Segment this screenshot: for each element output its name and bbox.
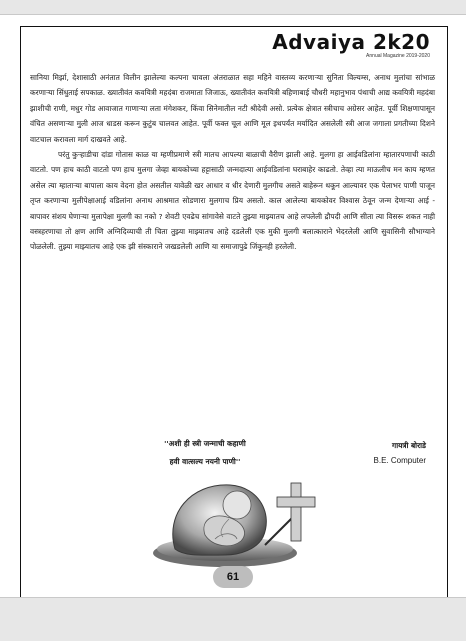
quote-line-2: हवी वात्सल्य नयनी पाणी'' xyxy=(169,457,241,466)
author-name: गायत्री बोराडे xyxy=(392,441,426,450)
page-number: 61 xyxy=(226,571,240,583)
top-margin-band xyxy=(0,0,466,15)
cross-vertical xyxy=(291,483,301,541)
article-paragraph-2: परंतु कुऱ्हाडीचा दांडा गोतास काळ या म्हणीप्रमाणे स्त्री मातच आपल्या बाळाची वैरीण झाली आहे. मुलगा हा आईवडिलांना म्हातारपणाची काठी वाटतो. पण हाच काठी वाटतो पण हाच मुलगा जेव्हा बायकोच्या हट्टासाठी जन्मदात्या आईवडिलांना घराबाहेर काढतो. तेव्हा त्या माऊलीच मन काय म्हणत असेल त्या म्हाताऱ्या बापाला काय वेदना होत असतील यावेळी खर आधार व धीर देणारी मुलगीच असते बाहेरून थकून आल्यावर एक पेलाभर पाणी पाजून तृप्त करणाऱ्या मुलीपेक्षाआई वडिलांना अनाथ आश्रमात सोडणारा मुलगाच प्रिय असतो. काल आलेल्या बायकोवर विश्वास ठेवून जन्म देणाऱ्या आई - बापावर संशय घेणाऱ्या मुलापेक्षा मुलगी का नको ? शेवटी एवढेच सांगावेसे वाटते तुझ्या माझ्यातच आहे लपलेली द्रौपदी आणि सीता त्या विसरू शकत नाही वस्त्रहरणाचा तो क्षण आणि अग्निदिव्याची ती चिता तुझ्या माझ्यातच आहे दडलेली एक मुकी मुलगी बलात्काराने भेदरलेली आणि सुवासिनी सौभाग्याने पोळलेली. तुझ्या माझ्यातच आहे एक झी संस्काराने जखडलेली आणि या समाजापुढे जिंकूनही हरलेली. xyxy=(30,150,435,252)
brand-subtitle: Annual Magazine 2019-2020 xyxy=(366,53,430,59)
magazine-brand xyxy=(272,31,430,59)
article-paragraph-1: सानिया मिर्झा, देशासाठी अनंतात विलीन झालेल्या कल्पना चावला अंतराळात सहा महिने वास्तव्य करणाऱ्या सुनिता विल्यम्स, अनाथ मुलांचा सांभाळ करणाऱ्या सिंधुताई सपकाळ. ख्यातीवंत कवयित्री महदंबा राजमाता जिजाऊ, ख्यातीवंत कवयित्री बहिणाबाई चौधरी महानुभाव पंथाची आद्य कवयित्री महदंबा झाशीची राणी, मधुर गोड आवाजात गाणाऱ्या लता मंगेशकर, किंवा सिनेमातील नटी श्रीदेवी असो. प्रत्येक क्षेत्रात स्त्रीचाच अग्रेसर आहेत. पूर्वी शिक्षणापासून वंचित असणाऱ्या मुली आज धाडस करून कुटुंब चालवत आहेत. पूर्वी फक्त चूल आणि मूल इथपर्यंत मर्यादित असलेली स्त्री आज जगाला प्रगतीच्या दिशने वाटचाल करावला मार्ग दाखवते आहे. xyxy=(30,73,435,144)
author-department: B.E. Computer xyxy=(373,456,426,465)
bottom-margin-band xyxy=(0,597,466,641)
cross-horizontal xyxy=(277,497,315,507)
quote-line-1: ''अशी ही स्त्री जन्माची कहाणी xyxy=(164,439,246,448)
cord-line xyxy=(265,515,295,545)
author-block xyxy=(374,439,426,467)
closing-quote xyxy=(110,435,300,471)
article-body xyxy=(30,70,435,255)
fetus-in-womb-with-cross-icon xyxy=(145,475,325,570)
brand-title: Advaiya 2k20 xyxy=(272,30,430,54)
fetus-head xyxy=(223,491,251,519)
